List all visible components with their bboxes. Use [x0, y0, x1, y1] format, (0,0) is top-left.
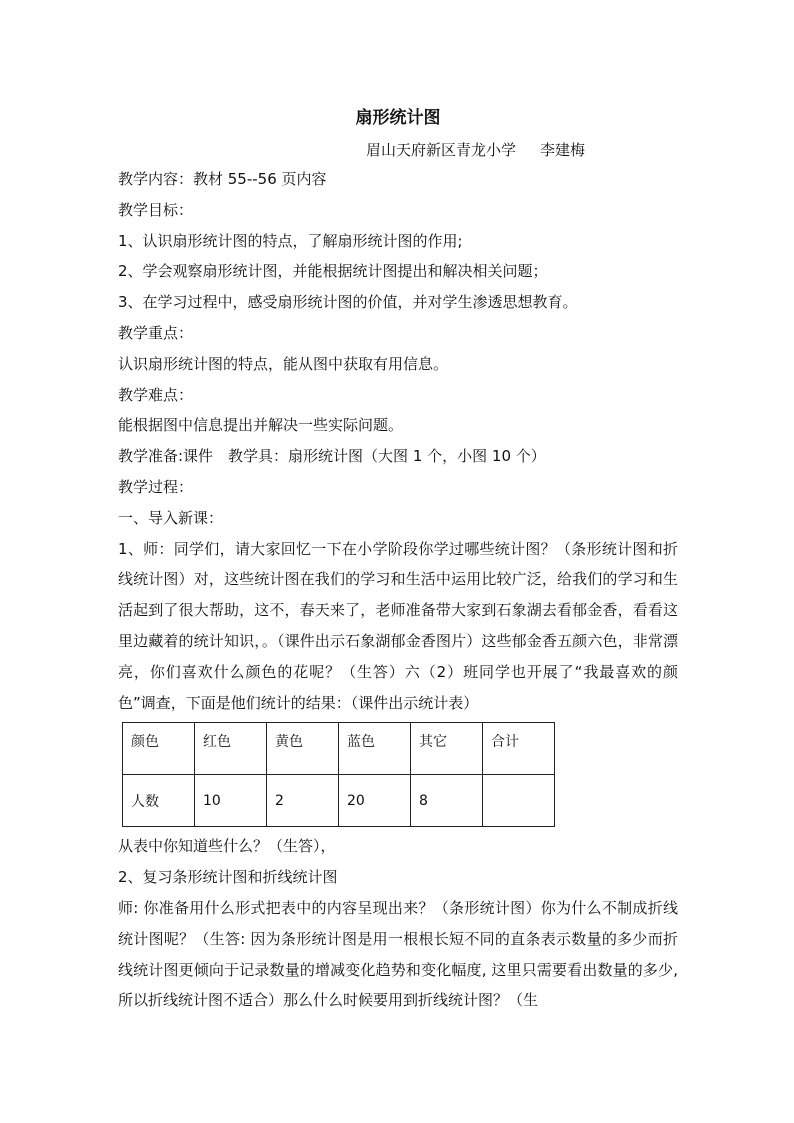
- table-cell: 其它: [411, 723, 483, 775]
- difficulties-heading: 教学难点：: [118, 385, 194, 404]
- table-cell: 黄色: [267, 723, 339, 775]
- difficulties: 能根据图中信息提出并解决一些实际问题。: [118, 416, 404, 435]
- goal-1: 1、认识扇形统计图的特点，了解扇形统计图的作用;: [118, 231, 463, 250]
- process-heading: 教学过程：: [118, 477, 194, 496]
- table-row: [123, 775, 555, 827]
- table-header-row: [123, 723, 555, 775]
- table-cell: 蓝色: [339, 723, 411, 775]
- table-cell: 10: [195, 775, 267, 827]
- table-cell: 2: [267, 775, 339, 827]
- key-points-heading: 教学重点：: [118, 323, 194, 342]
- teaching-content: 教学内容：教材 55--56 页内容: [118, 170, 327, 188]
- table-cell: 红色: [195, 723, 267, 775]
- table-cell: [483, 775, 555, 827]
- table-cell: 20: [339, 775, 411, 827]
- school-name: 眉山天府新区青龙小学: [366, 141, 517, 159]
- byline: [118, 136, 678, 164]
- table-cell: 合计: [483, 723, 555, 775]
- document-title: 扇形统计图: [355, 108, 441, 128]
- table-cell: 人数: [123, 775, 195, 827]
- color-survey-table: [122, 722, 555, 827]
- document-page: [118, 100, 678, 1016]
- key-points: 认识扇形统计图的特点，能从图中获取有用信息。: [118, 354, 449, 373]
- table-cell: 颜色: [123, 723, 195, 775]
- after-table-question: 从表中你知道些什么？（生答），: [118, 837, 336, 856]
- goals-heading: 教学目标：: [118, 200, 194, 219]
- review-paragraph: 师: 你准备用什么形式把表中的内容呈现出来？（条形统计图）你为什么不制成折线统计图呢？（生答: 因为条形统计图是用一根根长短不同的直条表示数量的多少而折线统计图更倾向于记录数量的增减变化趋势和变化幅度, 这里只需要看出数量的多少, 所以折线统计图不适合）那么什么时候要用到折线统计图？（生: [118, 898, 678, 1010]
- goal-3: 3、在学习过程中，感受扇形统计图的价值，并对学生渗透思想教育。: [118, 293, 578, 312]
- author-name: 李建梅: [540, 141, 586, 159]
- preparation: 教学准备:课件 教学具：扇形统计图（大图 1 个，小图 10 个）: [118, 447, 546, 466]
- table-cell: 8: [411, 775, 483, 827]
- goal-2: 2、学会观察扇形统计图，并能根据统计图提出和解决相关问题；: [118, 262, 548, 281]
- section-2-heading: 2、复习条形统计图和折线统计图: [118, 868, 338, 887]
- part-1-heading: 一、导入新课：: [118, 508, 224, 527]
- intro-paragraph: 1、师：同学们，请大家回忆一下在小学阶段你学过哪些统计图？（条形统计图和折线统计图）对，这些统计图在我们的学习和生活中运用比较广泛，给我们的学习和生活起到了很大帮助，这不，春天来了，老师准备带大家到石象湖去看郁金香，看看这里边藏着的统计知识，。（课件出示石象湖郁金香图片）这些郁金香五颜六色，非常漂亮，你们喜欢什么颜色的花呢？（生答）六（2）班同学也开展了“我最喜欢的颜色”调查，下面是他们统计的结果：（课件出示统计表）: [118, 539, 678, 712]
